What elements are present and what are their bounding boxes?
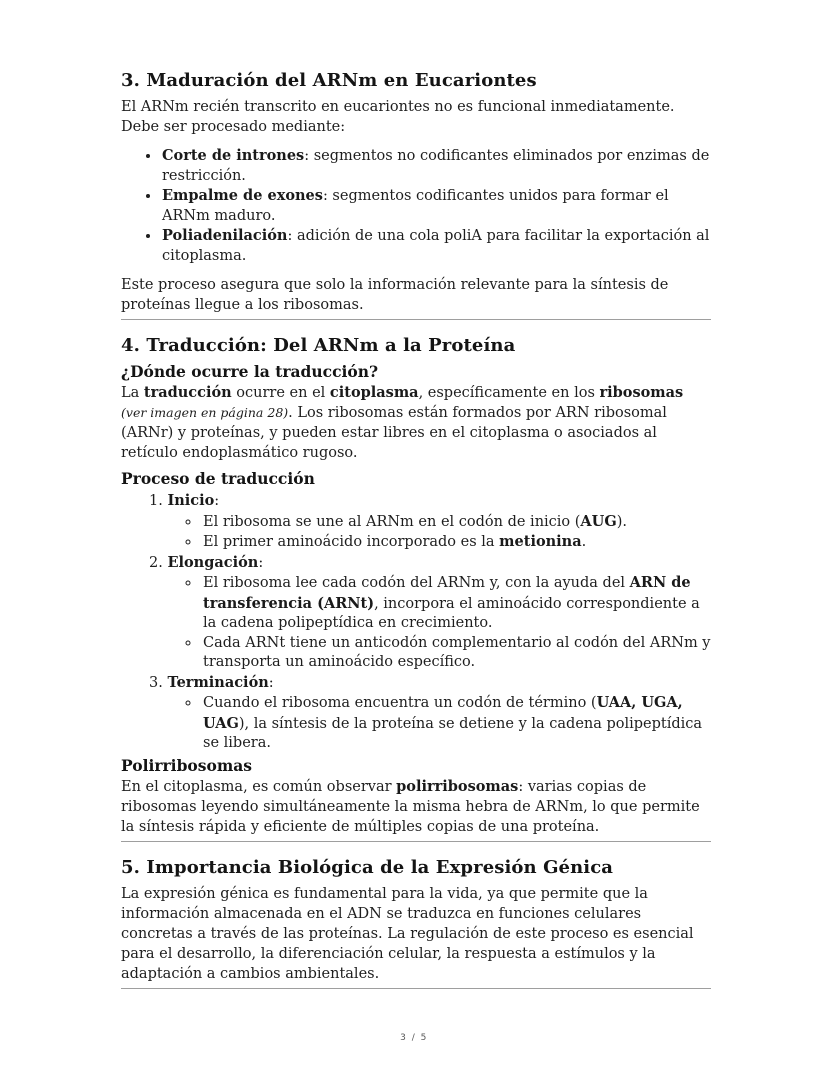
text-run: .: [581, 534, 587, 550]
bullet-item-corte-intrones: [161, 146, 711, 186]
section-heading-importancia: 5. Importancia Biológica de la Expresión Génica: [121, 856, 614, 878]
maduracion-bullet-list: [121, 146, 711, 266]
bold-term: Terminación: [167, 673, 269, 691]
step-substeps: [149, 573, 711, 673]
traduccion-steps-list: [121, 491, 711, 754]
paragraph-donde-ocurre: [121, 383, 711, 463]
paragraph-outro-maduracion: Este proceso asegura que solo la información relevante para la síntesis de proteínas llegue a los ribosomas.: [121, 277, 669, 313]
italic-note-ver-imagen: (ver imagen en página 28): [121, 405, 289, 420]
text-run: Cada ARNt tiene un anticodón complementario al codón del ARNm y transporta un aminoácido específico.: [203, 634, 711, 670]
text-run: Cuando el ribosoma encuentra un codón de término (: [203, 695, 597, 711]
paragraph-importancia: La expresión génica es fundamental para la vida, ya que permite que la información almacenada en el ADN se traduzca en funciones celulares concretas a través de las proteínas. La regulación de este proceso es esencial para el desarrollo, la diferenciación celular, la respuesta a estímulos y la adaptación a cambios ambientales.: [121, 885, 694, 982]
text-run: :: [258, 554, 264, 571]
bold-term: Inicio: [167, 492, 215, 509]
page-number: 3 / 5: [400, 1033, 428, 1043]
text-run: ocurre en el: [231, 385, 330, 401]
section-heading-maduracion: 3. Maduración del ARNm en Eucariontes: [121, 70, 537, 91]
paragraph-intro-maduracion: El ARNm recién transcrito en eucariontes no es funcional inmediatamente. Debe ser procesado mediante:: [121, 99, 675, 135]
bold-term: ribosomas: [599, 384, 684, 401]
bold-term: ARN de transferencia (ARNt): [203, 574, 691, 612]
step-substeps: [149, 693, 711, 754]
text-run: ).: [616, 513, 627, 530]
substep-item: [201, 693, 711, 754]
bold-term: traducción: [143, 384, 232, 401]
bold-term: Corte de intrones: [162, 147, 305, 164]
substep-item: [201, 512, 711, 533]
bold-term: UAA, UGA, UAG: [203, 694, 683, 732]
step-number: 1.: [149, 493, 163, 509]
step-item-elongacion: [121, 553, 711, 673]
step-number: 2.: [149, 554, 163, 571]
page-content: [121, 70, 711, 1004]
section-divider: [121, 841, 711, 842]
section-divider: [121, 988, 711, 989]
text-run: ), la síntesis de la proteína se detiene y la cadena polipeptídica se libera.: [203, 715, 703, 751]
text-run: : adición de una cola poliA para facilitar la exportación al citoplasma.: [162, 228, 710, 264]
text-run: El primer aminoácido incorporado es la: [203, 534, 500, 550]
bullet-item-poliadenilacion: [161, 226, 711, 266]
text-run: : varias copias de ribosomas leyendo simultáneamente la misma hebra de ARNm, lo que permite la síntesis rápida y eficiente de múltiples copias de una proteína.: [121, 778, 700, 835]
step-item-terminacion: [121, 673, 711, 754]
text-run: : segmentos no codificantes eliminados por enzimas de restricción.: [162, 148, 710, 184]
subheading-donde-ocurre: ¿Dónde ocurre la traducción?: [121, 362, 379, 381]
bold-term: AUG: [580, 512, 617, 530]
text-run: El ribosoma lee cada codón del ARNm y, con la ayuda del: [203, 575, 630, 591]
bold-term: Poliadenilación: [162, 227, 288, 244]
step-substeps: [149, 512, 711, 553]
bold-term: Empalme de exones: [162, 187, 323, 204]
text-run: La: [121, 385, 144, 401]
section-heading-traduccion: 4. Traducción: Del ARNm a la Proteína: [121, 335, 516, 356]
bold-term: metionina: [499, 533, 582, 550]
paragraph-polirribosomas: [121, 777, 711, 837]
step-item-inicio: [121, 491, 711, 553]
step-number: 3.: [149, 674, 163, 691]
subheading-proceso-traduccion: Proceso de traducción: [121, 469, 315, 488]
text-run: : segmentos codificantes unidos para formar el ARNm maduro.: [162, 188, 669, 224]
bold-term: citoplasma: [329, 384, 419, 401]
bullet-item-empalme-exones: [161, 186, 711, 226]
subheading-polirribosomas: Polirribosomas: [121, 755, 252, 775]
substep-item: [201, 634, 711, 673]
text-run: , incorpora el aminoácido correspondiente a la cadena polipeptídica en crecimiento.: [203, 595, 700, 631]
bold-term: Elongación: [167, 553, 259, 571]
text-run: :: [268, 674, 274, 691]
text-run: En el citoplasma, es común observar: [121, 778, 397, 795]
text-run: El ribosoma se une al ARNm en el codón de inicio (: [203, 513, 581, 530]
text-run: :: [214, 493, 220, 509]
substep-item: [201, 532, 711, 553]
text-run: . Los ribosomas están formados por ARN ribosomal (ARNr) y proteínas, y pueden estar libres en el citoplasma o asociados al retículo endoplasmático rugoso.: [121, 405, 667, 461]
substep-item: [201, 573, 711, 634]
section-divider: [121, 319, 711, 320]
bold-term: polirribosomas: [396, 777, 519, 795]
text-run: , específicamente en los: [418, 385, 600, 401]
